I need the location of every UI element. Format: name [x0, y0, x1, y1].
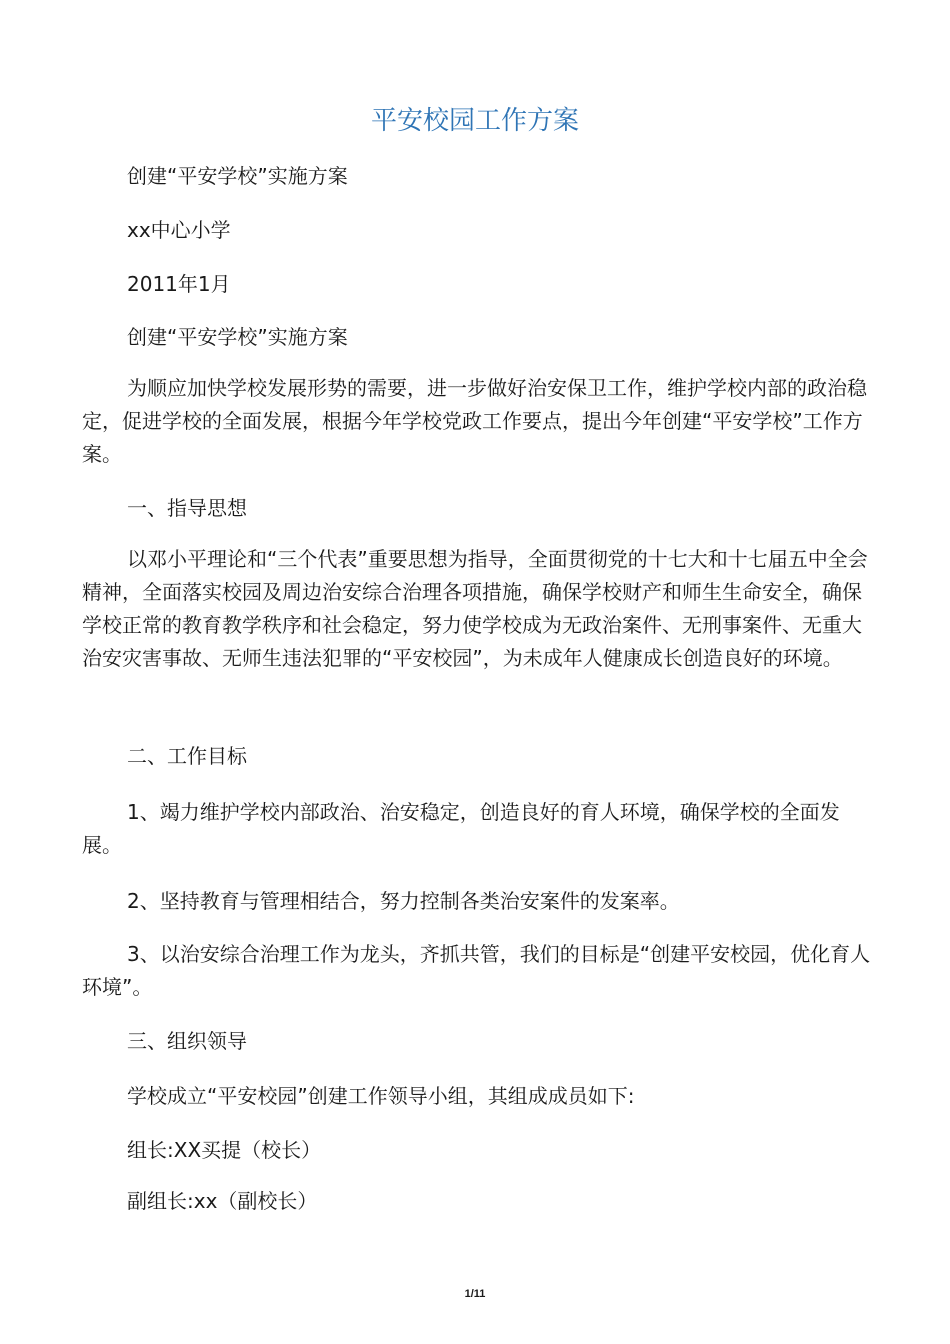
paragraph-guiding-ideology: 以邓小平理论和“三个代表”重要思想为指导，全面贯彻党的十七大和十七届五中全会精神，全面落实校园及周边治安综合治理各项措施，确保学校财产和师生生命安全，确保学校正常的教育教学秩序和社会稳定，努力使学校成为无政治案件、无刑事案件、无重大治安灾害事故、无师生违法犯罪的“平安校园”，为未成年人健康成长创造良好的环境。 [82, 547, 868, 670]
section-heading-guiding-ideology: 一、指导思想 [127, 496, 247, 520]
paragraph-plan-title: 创建“平安学校”实施方案 [127, 325, 348, 349]
paragraph-group-leader: 组长:XX买提（校长） [127, 1138, 322, 1162]
section-heading-organization: 三、组织领导 [127, 1029, 247, 1053]
paragraph-date: 2011年1月 [127, 272, 231, 296]
paragraph-school-name: xx中心小学 [127, 218, 231, 242]
section-heading-work-goals: 二、工作目标 [127, 744, 247, 768]
paragraph-intro: 为顺应加快学校发展形势的需要，进一步做好治安保卫工作，维护学校内部的政治稳定，促进学校的全面发展，根据今年学校党政工作要点，提出今年创建“平安学校”工作方案。 [82, 376, 867, 466]
document-title: 平安校园工作方案 [370, 106, 579, 136]
paragraph-goal-1: 1、竭力维护学校内部政治、治安稳定，创造良好的育人环境，确保学校的全面发展。 [82, 800, 840, 857]
paragraph-goal-3: 3、以治安综合治理工作为龙头，齐抓共管，我们的目标是“创建平安校园，优化育人环境”。 [82, 942, 871, 999]
paragraph-deputy-leader: 副组长:xx（副校长） [127, 1189, 318, 1213]
page-number: 1/11 [464, 1288, 486, 1300]
paragraph-leadership-group: 学校成立“平安校园”创建工作领导小组，其组成成员如下: [127, 1084, 635, 1108]
paragraph-goal-2: 2、坚持教育与管理相结合，努力控制各类治安案件的发案率。 [127, 889, 680, 913]
paragraph-subtitle: 创建“平安学校”实施方案 [127, 164, 348, 188]
